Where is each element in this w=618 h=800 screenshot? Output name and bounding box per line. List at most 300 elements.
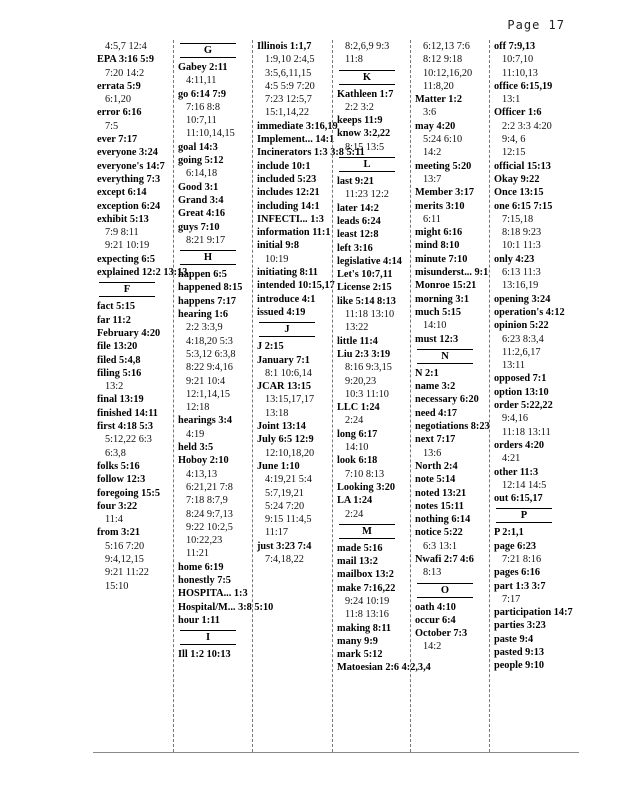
page-line-reference: 9:22 10:2,5 (186, 521, 233, 533)
index-entry (415, 266, 489, 279)
index-entry (415, 293, 486, 306)
page-line-reference: 2:2 3:3,9 (186, 322, 223, 334)
index-term: leads 6:24 (337, 215, 381, 227)
index-term: error 6:16 (97, 107, 142, 119)
index-term: exhibit 5:13 (97, 213, 149, 225)
page-line-reference: 10:7,11 (186, 115, 217, 127)
page-line-reference: 10:12,16,20 (423, 67, 473, 79)
index-entry (257, 293, 329, 306)
index-entry (415, 627, 486, 654)
index-term: Joint 13:14 (257, 421, 306, 433)
page-line-reference: 2:2 3:3 4:20 (502, 120, 552, 132)
index-entry (97, 213, 170, 253)
index-entry (337, 454, 407, 481)
index-entry (178, 181, 249, 194)
index-entry (337, 215, 407, 228)
index-term: filing 5:16 (97, 367, 142, 379)
index-entry (97, 407, 170, 420)
page-line-reference: 7:18 8:7,9 (186, 495, 228, 507)
page-line-reference: 6:1,20 (105, 94, 132, 106)
index-term: know 3:2,22 (337, 128, 391, 140)
index-term: honestly 7:5 (178, 574, 231, 586)
index-term: least 12:8 (337, 229, 379, 241)
index-term: filed 5:4,8 (97, 354, 141, 366)
index-term: merits 3:10 (415, 200, 465, 212)
index-term: little 11:4 (337, 335, 378, 347)
index-term: Incinerators 1:3 3:8 5:11 (257, 147, 365, 159)
index-column (489, 40, 579, 752)
index-entry (494, 566, 576, 579)
index-term: Once 13:15 (494, 187, 544, 199)
page-line-reference: 6:11 (423, 213, 441, 225)
index-entry (494, 439, 576, 466)
index-entry (494, 540, 576, 567)
page-line-reference: 8:2,6,9 9:3 (345, 41, 390, 52)
index-entry (97, 80, 170, 107)
page-line-reference: 11:17 (265, 527, 289, 539)
index-entry (178, 61, 249, 88)
index-entry (415, 239, 486, 252)
index-entry (178, 221, 249, 248)
index-term: ever 7:17 (97, 134, 138, 146)
page-line-reference: 5:24 6:10 (423, 134, 463, 146)
index-term: Matoesian 2:6 4:2,3,4 (337, 662, 431, 674)
page-line-reference: 10:7,10 (502, 54, 534, 66)
index-term: hearings 3:4 (178, 415, 233, 427)
page-line-reference: 10:3 11:10 (345, 388, 389, 400)
index-entry (97, 354, 170, 367)
index-entry (415, 120, 486, 160)
index-term: one 6:15 7:15 (494, 200, 553, 212)
index-entry (178, 295, 249, 308)
index-entry (257, 120, 338, 133)
index-term: immediate 3:16,19 (257, 120, 338, 132)
page-line-reference: 5:12,22 6:3 (105, 434, 152, 446)
index-term: Okay 9:22 (494, 173, 540, 185)
page-line-reference: 13:16,19 (502, 280, 539, 292)
page-line-reference: 13:2 (105, 381, 124, 393)
index-term: finished 14:11 (97, 407, 158, 419)
section-letter-heading: I (180, 630, 236, 645)
page-line-reference: 7:21 8:16 (502, 553, 542, 565)
index-term: EPA 3:16 5:9 (97, 54, 155, 66)
index-term: meeting 5:20 (415, 160, 472, 172)
index-term: June 1:10 (257, 460, 300, 472)
index-term: Nwafi 2:7 4:6 (415, 553, 474, 565)
index-column (410, 40, 489, 752)
index-term: order 5:22,22 (494, 400, 553, 412)
index-entry (494, 492, 576, 505)
index-entry (97, 314, 170, 327)
index-term: made 5:16 (337, 542, 383, 554)
index-entry (257, 133, 335, 146)
index-entry (415, 393, 486, 406)
index-term: License 2:15 (337, 282, 392, 294)
page-line-reference: 8:1 10:6,14 (265, 367, 312, 379)
page-line-reference: 11:8 13:16 (345, 609, 389, 621)
index-entry (337, 127, 407, 154)
page-line-reference: 12:1,14,15 (186, 388, 231, 400)
index-term: participation 14:7 (494, 607, 573, 619)
index-term: foregoing 15:5 (97, 487, 161, 499)
index-term: necessary 6:20 (415, 394, 479, 406)
index-entry (337, 268, 407, 281)
index-term: Great 4:16 (178, 208, 225, 220)
index-entry (178, 194, 249, 207)
index-entry (337, 88, 407, 115)
index-term: happened 8:15 (178, 282, 243, 294)
index-entry (494, 659, 576, 672)
page-line-reference: 5:3,12 6:3,8 (186, 348, 236, 360)
index-entry (494, 386, 576, 399)
index-term: exception 6:24 (97, 200, 161, 212)
index-term: negotiations 8:23 (415, 421, 490, 433)
index-term: left 3:16 (337, 242, 373, 254)
index-term: introduce 4:1 (257, 293, 316, 305)
page-line-reference: 12:15 (502, 147, 526, 159)
page-line-reference: 10:1 11:3 (502, 240, 541, 252)
index-term: legislative 4:14 (337, 255, 402, 267)
index-entry (257, 173, 329, 186)
index-term: long 6:17 (337, 428, 378, 440)
index-term: part 1:3 3:7 (494, 580, 546, 592)
page-line-reference: 9:4,16 (502, 413, 529, 425)
index-term: Hoboy 2:10 (178, 455, 229, 467)
page-line-reference: 7:16 8:8 (186, 101, 221, 113)
index-entry (494, 293, 576, 306)
index-entry (337, 648, 407, 661)
index-term: Officer 1:6 (494, 107, 542, 119)
index-entry (97, 526, 170, 592)
index-entry (337, 494, 407, 521)
index-term: mind 8:10 (415, 240, 460, 252)
page-line-reference: 13:11 (502, 360, 526, 372)
page-line-reference: 15:10 (105, 580, 129, 592)
index-term: official 15:13 (494, 160, 551, 172)
index-term: first 4:18 5:3 (97, 421, 154, 433)
index-entry (494, 319, 576, 372)
index-entry (415, 93, 486, 120)
section-letter-heading: M (339, 524, 395, 539)
index-entry (257, 226, 329, 239)
page-line-reference: 9:4, 6 (502, 134, 526, 146)
index-term: everyone 3:24 (97, 147, 158, 159)
index-entry (97, 106, 170, 133)
page-line-reference: 13:7 (423, 173, 442, 185)
page-line-reference: 11:8,20 (423, 80, 454, 92)
page-line-reference: 4:13,13 (186, 468, 218, 480)
index-term: occur 6:4 (415, 614, 456, 626)
index-term: go 6:14 7:9 (178, 88, 227, 100)
index-entry (415, 614, 486, 627)
section-letter-heading: J (259, 322, 315, 337)
page-line-reference: 8:12 9:18 (423, 54, 463, 66)
index-entry (97, 173, 170, 186)
index-entry (178, 614, 249, 627)
section-letter-heading: H (180, 250, 236, 265)
index-entry (494, 40, 576, 80)
index-term: notes 15:11 (415, 500, 464, 512)
page-line-reference: 2:2 3:2 (345, 101, 374, 113)
index-entry (97, 460, 170, 473)
index-term: Grand 3:4 (178, 194, 224, 206)
page-line-reference: 8:24 9:7,13 (186, 508, 233, 520)
index-entry (337, 661, 431, 674)
page-line-reference: 6:3,8 (105, 447, 126, 459)
index-entry (337, 401, 407, 428)
page-line-reference: 8:18 9:23 (502, 227, 542, 239)
index-term: including 14:1 (257, 200, 320, 212)
index-entry (415, 160, 486, 187)
page-line-reference: 11:21 (186, 548, 210, 560)
page-line-reference: 8:21 9:17 (186, 234, 226, 246)
index-term: JCAR 13:15 (257, 381, 312, 393)
index-entry (415, 487, 486, 500)
page-line-reference: 10:22,23 (186, 535, 223, 547)
index-entry (178, 574, 249, 587)
index-term: other 11:3 (494, 466, 539, 478)
index-entry (178, 281, 249, 294)
index-entry (97, 367, 170, 394)
page-line-reference: 4:18,20 5:3 (186, 335, 233, 347)
page-line-reference: 7:15,18 (502, 213, 534, 225)
index-entry (494, 372, 576, 385)
page-line-reference: 7:17 (502, 593, 521, 605)
index-term: Let's 10:7,11 (337, 269, 393, 281)
index-entry (257, 239, 329, 266)
index-entry (178, 587, 249, 600)
page-line-reference: 6:21,21 7:8 (186, 481, 233, 493)
index-entry (415, 380, 486, 393)
index-term: next 7:17 (415, 434, 456, 446)
index-entry (337, 555, 407, 568)
section-letter-heading: K (339, 70, 395, 85)
index-entry (97, 40, 170, 53)
page-line-reference: 11:10,14,15 (186, 128, 235, 140)
page-line-reference: 14:2 (423, 641, 442, 653)
index-entry (494, 606, 576, 619)
index-entry (97, 487, 170, 500)
page-line-reference: 11:18 13:10 (345, 309, 395, 321)
index-term: opening 3:24 (494, 293, 551, 305)
index-term: North 2:4 (415, 460, 458, 472)
index-entry (415, 186, 486, 199)
page-line-reference: 5:24 7:20 (265, 500, 305, 512)
index-entry (337, 175, 407, 202)
index-entry (337, 228, 407, 241)
index-term: expecting 6:5 (97, 253, 156, 265)
page-line-reference: 9:24 10:19 (345, 595, 390, 607)
index-term: July 6:5 12:9 (257, 434, 314, 446)
index-term: making 8:11 (337, 622, 392, 634)
index-entry (257, 433, 329, 460)
index-term: includes 12:21 (257, 187, 320, 199)
index-entry (257, 460, 329, 540)
index-term: page 6:23 (494, 540, 537, 552)
index-entry (97, 160, 170, 173)
index-term: explained 12:2 13:13 (97, 267, 188, 279)
index-entry (494, 399, 576, 439)
index-entry (97, 393, 170, 406)
page-line-reference: 13:22 (345, 322, 369, 334)
index-term: final 13:19 (97, 394, 144, 406)
index-term: Matter 1:2 (415, 94, 462, 106)
index-term: only 4:23 (494, 253, 535, 265)
index-entry (97, 300, 170, 313)
index-term: follow 12:3 (97, 474, 146, 486)
page-line-reference: 9:21 10:4 (186, 375, 226, 387)
index-entry (178, 601, 274, 614)
page-line-reference: 14:10 (345, 442, 369, 454)
index-entry (494, 173, 576, 186)
page-line-reference: 8:15 13:5 (345, 141, 385, 153)
index-entry (415, 473, 486, 486)
index-entry (494, 200, 576, 253)
index-entry (494, 633, 576, 646)
page-line-reference: 12:18 (186, 402, 210, 414)
page-line-reference: 8:16 9:3,15 (345, 362, 392, 374)
index-term: issued 4:19 (257, 306, 306, 318)
page-line-reference: 6:12,13 7:6 (423, 41, 470, 52)
index-entry (178, 454, 249, 560)
index-entry (178, 88, 249, 141)
index-entry (415, 500, 486, 513)
index-entry (494, 253, 576, 293)
index-entry (337, 622, 407, 635)
index-entry (97, 266, 188, 279)
page-line-reference: 4:11,11 (186, 75, 217, 87)
index-term: January 7:1 (257, 354, 310, 366)
index-term: pasted 9:13 (494, 647, 545, 659)
page-line-reference: 12:14 14:5 (502, 479, 547, 491)
index-term: include 10:1 (257, 160, 311, 172)
index-entry (494, 160, 576, 173)
index-term: four 3:22 (97, 500, 138, 512)
index-term: just 3:23 7:4 (257, 540, 312, 552)
page-line-reference: 7:20 14:2 (105, 67, 145, 79)
index-entry (337, 40, 407, 67)
index-term: much 5:15 (415, 306, 462, 318)
index-term: INFECTI... 1:3 (257, 213, 324, 225)
index-entry (337, 428, 407, 455)
index-term: Ill 1:2 10:13 (178, 649, 231, 661)
index-entry (178, 141, 249, 154)
index-term: Liu 2:3 3:19 (337, 348, 391, 360)
index-term: N 2:1 (415, 367, 439, 379)
page-line-reference: 4:19,21 5:4 (265, 474, 312, 486)
page-line-reference: 3:5,6,11,15 (265, 67, 312, 79)
page-line-reference: 5:16 7:20 (105, 540, 145, 552)
index-term: pages 6:16 (494, 567, 541, 579)
section-letter-heading: P (496, 508, 552, 523)
index-entry (257, 279, 335, 292)
index-term: many 9:9 (337, 635, 378, 647)
index-entry (415, 601, 486, 614)
index-term: later 14:2 (337, 202, 379, 214)
page-line-reference: 2:24 (345, 415, 364, 427)
page-line-reference: 4:5,7 12:4 (105, 41, 147, 52)
index-entry (415, 460, 486, 473)
index-term: opposed 7:1 (494, 373, 547, 385)
index-entry (97, 186, 170, 199)
page-line-reference: 13:18 (265, 407, 289, 419)
index-term: mailbox 13:2 (337, 569, 394, 581)
index-entry (257, 213, 329, 226)
index-entry (494, 186, 576, 199)
index-term: Member 3:17 (415, 187, 474, 199)
index-entry (337, 348, 407, 401)
index-term: notice 5:22 (415, 527, 463, 539)
index-entry (257, 266, 329, 279)
page-line-reference: 6:13 11:3 (502, 267, 541, 279)
index-entry (257, 540, 329, 567)
page-line-reference: 2:24 (345, 508, 364, 520)
index-entry (97, 340, 170, 353)
page-line-reference: 14:2 (423, 147, 442, 159)
index-term: included 5:23 (257, 173, 317, 185)
index-entry (97, 53, 170, 80)
index-term: might 6:16 (415, 227, 463, 239)
index-entry (178, 414, 249, 441)
index-term: Gabey 2:11 (178, 62, 228, 73)
page-line-reference: 11:10,13 (502, 67, 538, 79)
index-term: paste 9:4 (494, 633, 534, 645)
index-term: goal 14:3 (178, 141, 218, 153)
page-line-reference: 8:13 (423, 567, 442, 579)
index-entry (337, 281, 407, 294)
index-entry (257, 354, 329, 381)
index-term: out 6:15,17 (494, 493, 543, 505)
index-term: everything 7:3 (97, 173, 161, 185)
index-term: initiating 8:11 (257, 267, 318, 279)
index-entry (97, 146, 170, 159)
index-entry (415, 253, 486, 266)
page-line-reference: 6:23 8:3,4 (502, 333, 544, 345)
index-term: J 2:15 (257, 341, 284, 353)
index-term: misunderst... 9:1 (415, 267, 489, 279)
index-term: office 6:15,19 (494, 80, 553, 92)
index-entry (337, 481, 407, 494)
index-term: Illinois 1:1,7 (257, 41, 312, 52)
index-term: note 5:14 (415, 474, 456, 486)
index-term: happens 7:17 (178, 295, 237, 307)
index-entry (415, 367, 486, 380)
index-entry (337, 242, 407, 255)
index-entry (494, 646, 576, 659)
index-term: guys 7:10 (178, 221, 220, 233)
index-term: name 3:2 (415, 381, 456, 393)
index-entry (97, 200, 170, 213)
index-term: Good 3:1 (178, 181, 219, 193)
index-term: make 7:16,22 (337, 582, 396, 594)
index-term: errata 5:9 (97, 80, 141, 92)
index-term: morning 3:1 (415, 293, 470, 305)
section-letter-heading: N (417, 349, 473, 364)
index-entry (257, 420, 329, 433)
index-entry (337, 114, 407, 127)
index-entry (337, 568, 407, 581)
page-number: Page 17 (507, 18, 565, 32)
page-line-reference: 14:10 (423, 320, 447, 332)
page-line-reference: 11:23 12:2 (345, 189, 389, 201)
index-term: Hospital/M... 3:8 5:10 (178, 601, 274, 613)
index-entry (494, 466, 576, 493)
index-entry (178, 308, 249, 414)
index-term: Implement... 14:1 (257, 134, 335, 146)
index-term: LLC 1:24 (337, 402, 380, 414)
page-line-reference: 9:4,12,15 (105, 553, 144, 565)
index-term: LA 1:24 (337, 495, 373, 507)
